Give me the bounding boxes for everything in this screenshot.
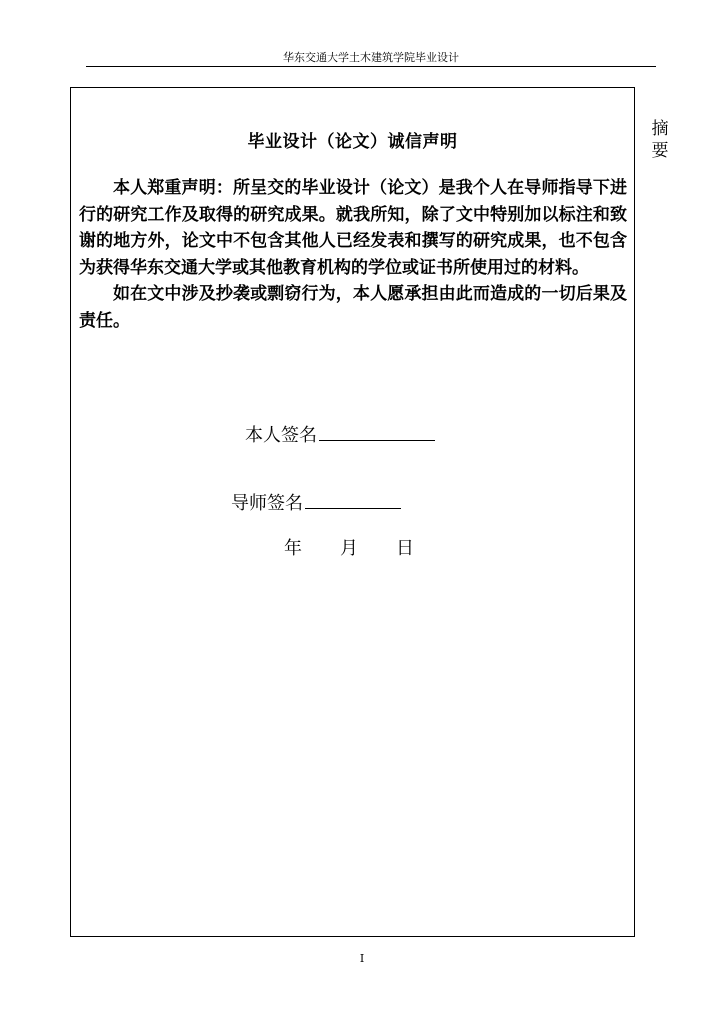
self-signature-label: 本人签名 — [245, 425, 317, 446]
running-header: 华东交通大学土木建筑学院毕业设计 — [283, 51, 459, 64]
page-number: I — [359, 952, 365, 965]
declaration-paragraph-2: 如在文中涉及抄袭或剽窃行为，本人愿承担由此而造成的一切后果及责任。 — [79, 284, 627, 331]
tutor-signature-row — [231, 490, 401, 516]
declaration-title: 毕业设计（论文）诚信声明 — [247, 132, 458, 152]
self-signature-row — [245, 422, 435, 448]
declaration-paragraph-1: 本人郑重声明：所呈交的毕业设计（论文）是我个人在导师指导下进行的研究工作及取得的研究成果。就我所知，除了文中特别加以标注和致谢的地方外，论文中不包含其他人已经发表和撰写的研究成果，也不包含为获得华东交通大学或其他教育机构的学位或证书所使用过的材料。 — [79, 178, 627, 278]
side-label — [650, 118, 670, 162]
side-label-char-2: 要 — [651, 141, 669, 161]
tutor-signature-label: 导师签名 — [231, 493, 303, 514]
date-year: 年 — [284, 538, 302, 559]
date-row — [284, 537, 414, 561]
tutor-signature-line[interactable] — [305, 490, 401, 509]
date-day: 日 — [396, 538, 414, 559]
date-month: 月 — [340, 538, 358, 559]
self-signature-line[interactable] — [319, 422, 435, 441]
declaration-body — [79, 175, 627, 334]
side-label-char-1: 摘 — [651, 119, 669, 139]
header-rule — [86, 66, 656, 67]
